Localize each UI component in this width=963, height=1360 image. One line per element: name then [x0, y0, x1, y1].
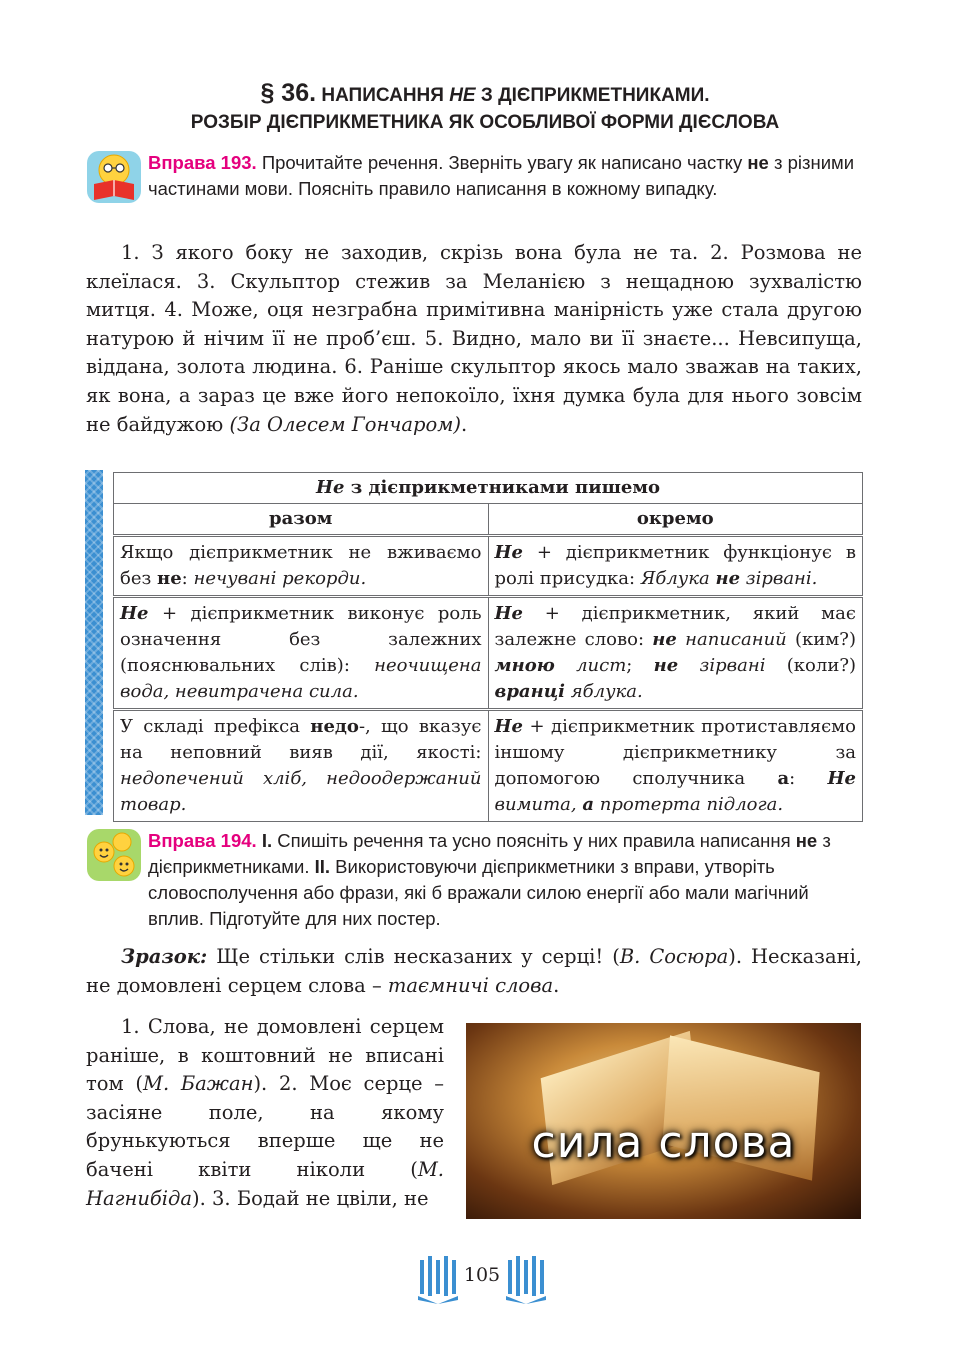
ornament-icon [418, 1256, 458, 1304]
sample-text: Зразок: Ще стільки слів несказаних у серці! (В. Сосюра). Несказані, не домовлені серцем слова – таємничі слова. [86, 945, 863, 997]
page-title: § 36. НАПИСАННЯ НЕ З ДІЄПРИКМЕТНИКАМИ. РОЗБІР ДІЄПРИКМЕТНИКА ЯК ОСОБЛИВОЇ ФОРМИ ДІЄСЛОВА [100, 80, 870, 136]
column-header-separate: окремо [488, 504, 863, 536]
reading-smiley-icon [86, 150, 142, 204]
table-cell: Не + дієприкметник протиставляємо іншому дієприкметнику за допомогою сполучника а: Не вимита, а протерта підлога. [488, 710, 863, 822]
table-cell: Не + дієприкметник, який має залежне слово: не написаний (ким?) мною лист; не зірвані (коли?) вранці яблука. [488, 597, 863, 710]
rule-table [113, 472, 863, 822]
table-cell: Не + дієприкметник функціонує в ролі присудка: Яблука не зірвані. [488, 536, 863, 597]
exercise-193-text: 1. З якого боку не заходив, скрізь вона була не та. 2. Розмова не клеїлася. 3. Скульптор стежив за Меланією з нещадною зухвалістю митця. 4. Може, оця незграбна примітивна манірність уже стала другою натурою й нічим її не проб’єш. 5. Видно, мало ви її знаєте... Невсипуща, віддана, золота людина. 6. Раніше скульптор якось мало зважав на таких, як вона, а зараз це вже його непокоїло, їхня думка була для нього зовсім не байдужою (За Олесем Гончаром). [86, 241, 862, 436]
column-header-together: разом [114, 504, 489, 536]
table-cell: Якщо дієприкметник не вживаємо без не: нечувані рекорди. [114, 536, 489, 597]
table-row [114, 536, 863, 597]
exercise-193: Вправа 193. Прочитайте речення. Зверніть увагу як написано частку не з різними частинами мови. Поясніть правило написання в кожному випадку. [148, 152, 855, 199]
page-number: 105 [463, 1264, 501, 1286]
exercise-label: Вправа 193. [148, 152, 257, 173]
table-cell: Не + дієприкметник виконує роль означення без залежних (пояснювальних слів): неочищена вода, невитрачена сила. [114, 597, 489, 710]
table-row [114, 710, 863, 822]
table-cell: У складі префікса недо-, що вказує на неповний вияв дії, якості: недопечений хліб, недоодержаний товар. [114, 710, 489, 822]
ornament-icon [506, 1256, 546, 1304]
table-sidebar-decoration [85, 470, 103, 815]
exercise-194: Вправа 194. І. Спишіть речення та усно поясніть у них правила написання не з дієприкметниками. ІІ. Використовуючи дієприкметники з вправи, утворіть словосполучення або фрази, які б вражали силою енергії або мали магічний вплив. Підготуйте для них постер. [148, 830, 831, 929]
exercise-label: Вправа 194. [148, 830, 257, 851]
group-smileys-icon [86, 828, 142, 882]
exercise-194-text: 1. Слова, не домовлені серцем раніше, в коштовний не вписані том (М. Бажан). 2. Моє серце – засіяне поле, на якому брунькуються вперше ще не бачені квіти ніколи (М. Нагнибіда). 3. Бодай не цвіли, не [86, 1015, 444, 1210]
section-number: § 36. [260, 79, 317, 107]
table-header: Не з дієприкметниками пишемо [114, 473, 863, 504]
open-book-image [466, 1023, 861, 1219]
table-row [114, 597, 863, 710]
subtitle: РОЗБІР ДІЄПРИКМЕТНИКА ЯК ОСОБЛИВОЇ ФОРМИ ДІЄСЛОВА [190, 112, 780, 133]
image-caption: сила слова [531, 1117, 796, 1168]
